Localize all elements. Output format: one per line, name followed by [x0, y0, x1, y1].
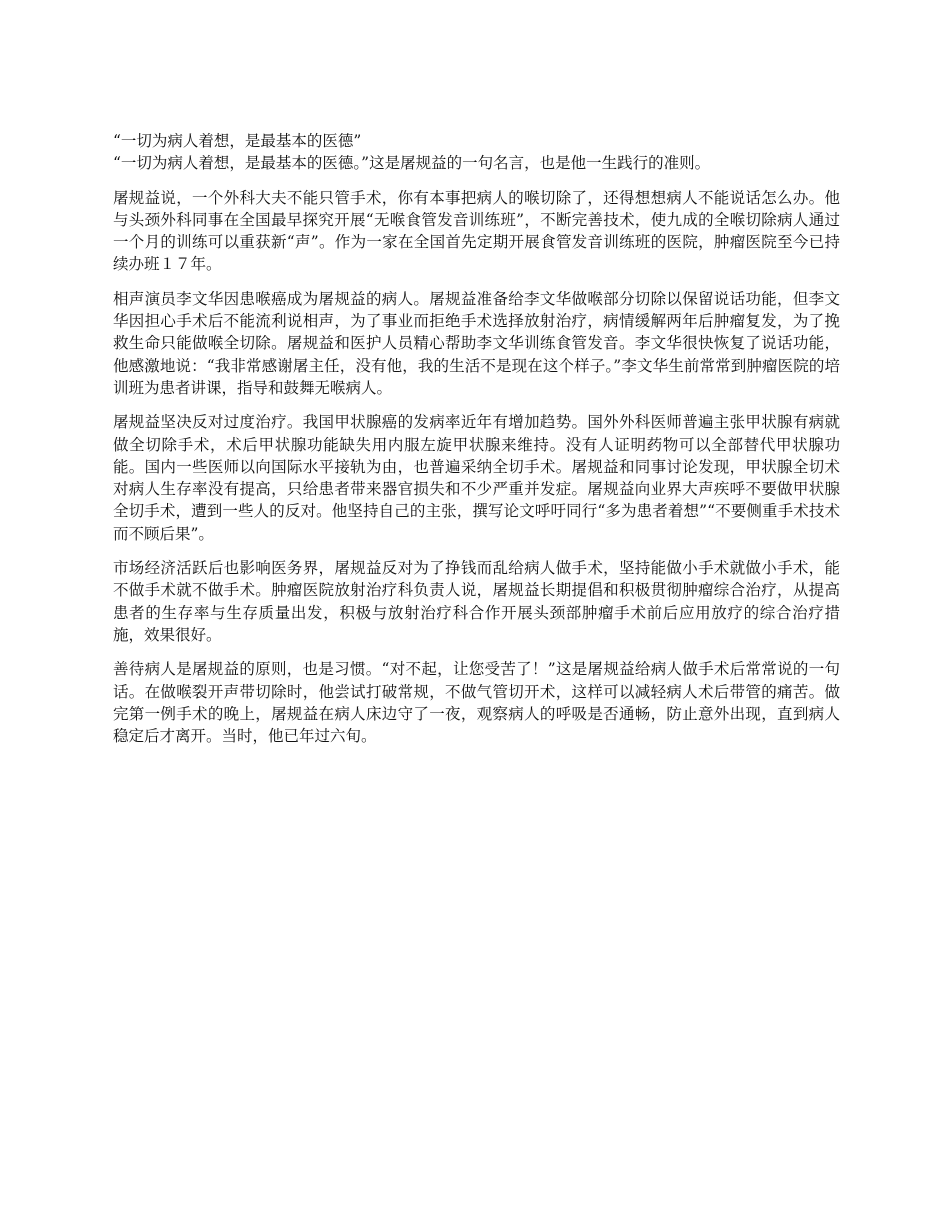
- paragraph-market-economy: 市场经济活跃后也影响医务界，屠规益反对为了挣钱而乱给病人做手术，坚持能做小手术就做小手术，能不做手术就不做手术。肿瘤医院放射治疗科负责人说，屠规益长期提倡和积极贯彻肿瘤综合治疗，从提高患者的生存率与生存质量出发，积极与放射治疗科合作开展头颈部肿瘤手术前后应用放疗的综合治疗措施，效果很好。: [113, 559, 840, 644]
- paragraph-li-wenhua: 相声演员李文华因患喉癌成为屠规益的病人。屠规益准备给李文华做喉部分切除以保留说话功能，但李文华因担心手术后不能流利说相声，为了事业而拒绝手术选择放射治疗，病情缓解两年后肿瘤复发，为了挽救生命只能做喉全切除。屠规益和医护人员精心帮助李文华训练食管发音。李文华很快恢复了说话功能，他感激地说：“我非常感谢屠主任，没有他，我的生活不是现在这个样子。”李文华生前常常到肿瘤医院的培训班为患者讲课，指导和鼓舞无喉病人。: [113, 289, 840, 397]
- article-title: “一切为病人着想，是最基本的医德”: [113, 132, 362, 150]
- document-body: [113, 130, 840, 759]
- paragraph-intro: “一切为病人着想，是最基本的医德。”这是屠规益的一句名言，也是他一生践行的准则。: [113, 154, 711, 173]
- paragraph-training-class: 屠规益说，一个外科大夫不能只管手术，你有本事把病人的喉切除了，还得想想病人不能说话怎么办。他与头颈外科同事在全国最早探究开展“无喉食管发音训练班”，不断完善技术，使九成的全喉切除病人通过一个月的训练可以重获新“声”。作为一家在全国首先定期开展食管发音训练班的医院，肿瘤医院至今已持续办班１７年。: [113, 188, 840, 274]
- paragraph-overtreatment: 屠规益坚决反对过度治疗。我国甲状腺癌的发病率近年有增加趋势。国外外科医师普遍主张甲状腺有病就做全切除手术，术后甲状腺功能缺失用内服左旋甲状腺来维持。没有人证明药物可以全部替代甲状腺功能。国内一些医师以向国际水平接轨为由，也普遍采纳全切手术。屠规益和同事讨论发现，甲状腺全切术对病人生存率没有提高，只给患者带来器官损失和不少严重并发症。屠规益向业界大声疾呼不要做甲状腺全切手术，遭到一些人的反对。他坚持自己的主张，撰写论文呼吁同行“多为患者着想”“不要侧重手术技术而不顾后果”。: [113, 413, 840, 543]
- paragraph-kindness: 善待病人是屠规益的原则，也是习惯。“对不起，让您受苦了！”这是屠规益给病人做手术后常常说的一句话。在做喉裂开声带切除时，他尝试打破常规，不做气管切开术，这样可以减轻病人术后带管的痛苦。做完第一例手术的晚上，屠规益在病人床边守了一夜，观察病人的呼吸是否通畅，防止意外出现，直到病人稳定后才离开。当时，他已年过六旬。: [113, 660, 840, 746]
